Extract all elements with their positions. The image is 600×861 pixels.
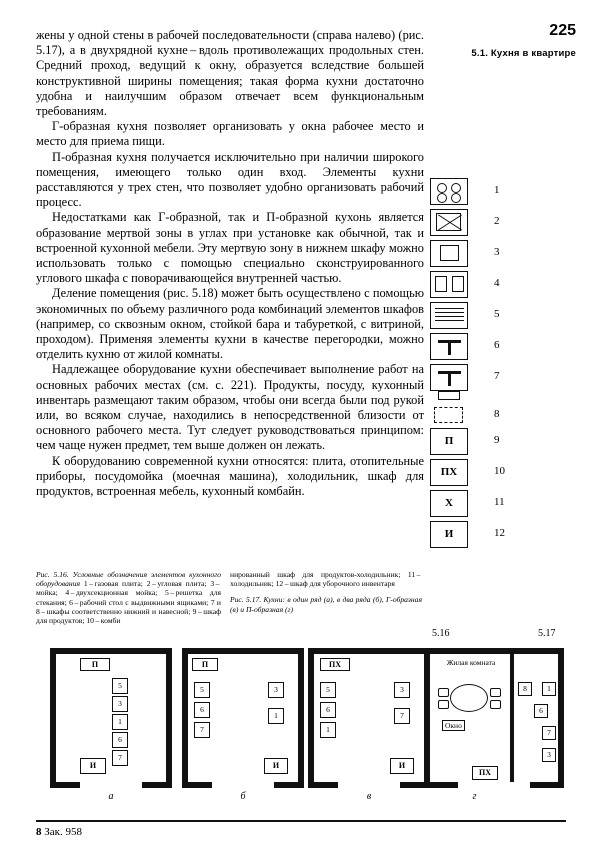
plan-unit: 3 — [112, 696, 128, 712]
wall-segment — [424, 782, 458, 788]
figure-number-516: 5.16 — [432, 628, 450, 639]
symbol-letter: И — [444, 528, 454, 540]
symbol-row — [430, 302, 580, 333]
symbol-number: 9 — [494, 434, 500, 446]
caption-title: Рис. 5.16. Условные обозначения элементов кухонного оборудования — [36, 570, 221, 589]
wall-segment — [308, 782, 338, 788]
plan-letter: в — [366, 791, 372, 802]
caption-text: в один ряд (а), в два ряда (б), Г-образная (в) и П-образная (г) — [230, 595, 422, 614]
lower-cabinet-symbol-icon — [430, 364, 468, 391]
plan-walls — [50, 648, 172, 788]
symbol-number: 2 — [494, 215, 500, 227]
burner-circles-icon — [431, 179, 467, 204]
paragraph: Недостатками как Г-образной, так и П-образной кухонь является образование мертвой зоны в углах при установке как обычной, так и встроенной кухонной мебели. Эту мертвую зону в нижнем шкафу можно использовать только с помощью специально сконструированного углового шкафа с поворачивающейся внутренней частью. — [36, 210, 424, 286]
plan-unit: 6 — [320, 702, 336, 718]
plan-v — [308, 648, 430, 802]
cabinet-base-icon — [438, 391, 460, 400]
wall-segment — [274, 782, 304, 788]
symbol-number: 8 — [494, 408, 500, 420]
footer-signature — [36, 826, 82, 838]
grate-hatch-icon — [435, 308, 464, 324]
sink-basin-icon — [435, 276, 447, 292]
symbol-row — [430, 271, 580, 302]
symbol-row — [430, 364, 580, 402]
plan-g — [424, 648, 564, 802]
symbol-row — [430, 490, 580, 521]
paragraph: Г-образная кухня позволяет организовать у окна рабочее место и место для приема пищи. — [36, 119, 424, 149]
room-label: Жилая комната — [446, 658, 496, 667]
plan-unit: 5 — [320, 682, 336, 698]
symbol-row — [430, 521, 580, 552]
dashed-cabinet-icon — [434, 407, 463, 423]
symbol-legend-figure — [430, 178, 580, 552]
caption-title: Рис. 5.17. Кухни: — [230, 595, 285, 605]
sink-basin-icon — [440, 245, 459, 261]
symbol-row — [430, 178, 580, 209]
plan-unit: 3 — [268, 682, 284, 698]
symbol-row — [430, 240, 580, 271]
plan-letter: б — [240, 791, 246, 802]
wall-segment — [530, 782, 564, 788]
plan-unit: 7 — [112, 750, 128, 766]
plan-unit: 6 — [534, 704, 548, 718]
plan-b — [182, 648, 304, 802]
order-number: Зак. 958 — [44, 826, 82, 838]
symbol-number: 10 — [494, 465, 505, 477]
symbol-letter: Х — [445, 497, 453, 509]
wall-cabinet-symbol-icon — [430, 402, 468, 429]
chair — [438, 688, 449, 697]
plan-unit-inventory: И — [264, 758, 288, 774]
dining-table — [450, 684, 488, 712]
plan-letter: а — [108, 791, 114, 802]
plan-unit-pantry: П — [80, 658, 110, 671]
plan-unit: 1 — [542, 682, 556, 696]
plan-unit-inventory: И — [80, 758, 106, 774]
plan-unit: 3 — [394, 682, 410, 698]
plan-unit-pantry-fridge: ПХ — [320, 658, 350, 671]
wall-segment — [142, 782, 172, 788]
window-label: Окно — [442, 720, 465, 731]
wall-segment — [182, 782, 212, 788]
figure-caption-517 — [230, 570, 422, 614]
table-tee-icon — [438, 371, 461, 374]
sink-symbol-icon — [430, 240, 468, 267]
symbol-row — [430, 333, 580, 364]
symbol-letter: П — [444, 435, 454, 447]
plan-unit-inventory: И — [390, 758, 414, 774]
symbol-number: 11 — [494, 496, 505, 508]
paragraph: Деление помещения (рис. 5.18) может быть осуществлено с помощью экономичных по объему различного рода комбинаций элементов шкафов (например, со сквозным окном, стойкой бара и табуреткой, с витриной, проходом). Применяя элементы кухни в качестве перегородки, можно отделить кухню от жилой комнаты. — [36, 286, 424, 362]
symbol-number: 1 — [494, 184, 500, 196]
paragraph: К оборудованию современной кухни относятся: плита, отопительные приборы, посудомойка (моечная машина), холодильник, шкаф для продуктов, встроенная мебель, кухонный комбайн. — [36, 453, 424, 499]
partition-wall — [510, 654, 514, 782]
sink-basin-icon — [452, 276, 464, 292]
symbol-row — [430, 428, 580, 459]
symbol-number: 4 — [494, 277, 500, 289]
plan-unit: 7 — [194, 722, 210, 738]
kitchen-plans-figure — [36, 648, 566, 802]
corner-stove-symbol-icon — [430, 209, 468, 236]
caption-text: 1 – газовая плита; 2 – угловая плита; 3 – мойка; 4 – двухсекционная мойка; 5 – решетка для стекания; 6 – рабочий стол с выдвижными ящиками; 7 и 8 – шкафы соответственно нижний и навесной; 9 – шкаф для продуктов; 10 – комби — [36, 579, 221, 626]
plan-unit: 7 — [542, 726, 556, 740]
plan-unit: 1 — [268, 708, 284, 724]
symbol-number: 12 — [494, 527, 505, 539]
plan-unit: 5 — [194, 682, 210, 698]
chair — [490, 688, 501, 697]
symbol-number: 6 — [494, 339, 500, 351]
plan-unit: 8 — [518, 682, 532, 696]
pantry-fridge-symbol-icon — [430, 459, 468, 486]
footer-divider — [36, 820, 566, 822]
figure-number-517: 5.17 — [538, 628, 556, 639]
plan-unit: 3 — [542, 748, 556, 762]
cleaning-cabinet-symbol-icon — [430, 521, 468, 548]
symbol-row — [430, 209, 580, 240]
pantry-symbol-icon — [430, 428, 468, 455]
double-sink-symbol-icon — [430, 271, 468, 298]
page-number: 225 — [549, 22, 576, 39]
wall-segment — [50, 782, 80, 788]
table-tee-icon — [438, 340, 461, 343]
symbol-row — [430, 402, 580, 428]
work-table-symbol-icon — [430, 333, 468, 360]
fridge-symbol-icon — [430, 490, 468, 517]
symbol-number: 7 — [494, 370, 500, 382]
paragraph: жены у одной стены в рабочей последовательности (справа налево) (рис. 5.17), а в двухрядной кухне – вдоль противолежащих продольных стен. Средний проход, ведущий к окну, образуется вследствие большей конструктивной ширины помещения; такая форма кухни достаточно удобна и наилучшим образом отвечает всем функциональным требованиям. — [36, 28, 424, 119]
plan-letter: г — [472, 791, 477, 802]
plan-unit: 1 — [320, 722, 336, 738]
plan-unit: 6 — [112, 732, 128, 748]
caption-continuation: нированный шкаф для продуктов-холодильник; 11 – холодильник; 12 – шкаф для уборочного инвентаря — [230, 570, 422, 589]
plan-unit: 5 — [112, 678, 128, 694]
plan-unit: 6 — [194, 702, 210, 718]
chair — [490, 700, 501, 709]
symbol-number: 5 — [494, 308, 500, 320]
plan-unit-pantry-fridge: ПХ — [472, 766, 498, 780]
running-head: 5.1. Кухня в квартире — [471, 48, 576, 59]
figure-caption-516 — [36, 570, 221, 625]
plan-unit: 1 — [112, 714, 128, 730]
cross-icon — [436, 213, 461, 231]
paragraph: П-образная кухня получается исключительно при наличии широкого помещения, имеющего только один вход. Элементы кухни расставляются у трех стен, что позволяет удобно организовать рабочий процесс. — [36, 149, 424, 210]
symbol-number: 3 — [494, 246, 500, 258]
signature-number: 8 — [36, 826, 42, 838]
plan-unit-pantry: П — [192, 658, 218, 671]
symbol-row — [430, 459, 580, 490]
chair — [438, 700, 449, 709]
body-text-column — [36, 28, 424, 499]
stove-symbol-icon — [430, 178, 468, 205]
plan-a — [50, 648, 172, 802]
symbol-letter: ПХ — [440, 466, 458, 478]
paragraph: Надлежащее оборудование кухни обеспечивает выполнение работ на основных рабочих местах (см. с. 221). Продукты, посуду, кухонный инвентарь размещают таким образом, чтобы они всегда были под рукой или, во всяком случае, находились в непосредственной близости от основного рабочего места. Тут следует руководствоваться принципом: чем чаще нужен предмет, тем выше должен он лежать. — [36, 362, 424, 453]
plan-unit: 7 — [394, 708, 410, 724]
drain-grate-symbol-icon — [430, 302, 468, 329]
